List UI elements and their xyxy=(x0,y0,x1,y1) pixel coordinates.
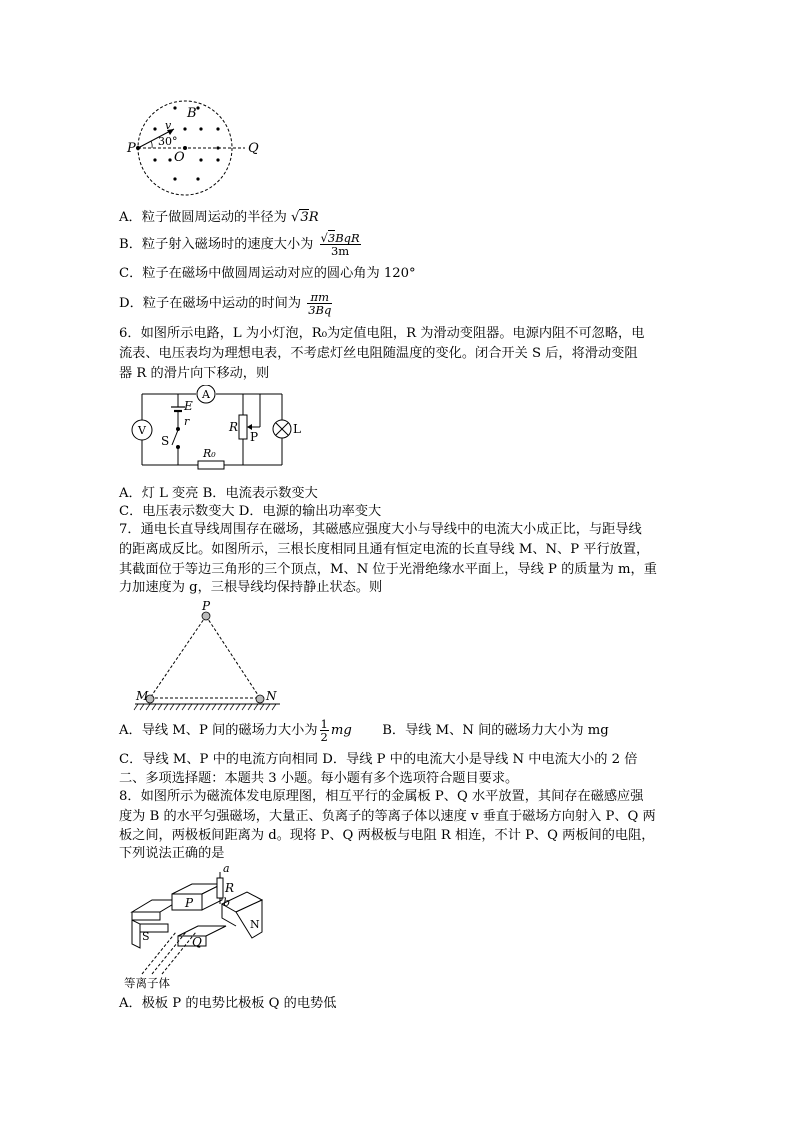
label-Q: Q xyxy=(248,141,259,156)
q7-options-cd: C．导线 M、P 中的电流方向相同 D．导线 P 中的电流大小是导线 N 中电流大小的 2 倍 xyxy=(119,752,638,767)
label-R: R xyxy=(225,881,235,895)
label-b: b xyxy=(223,896,231,909)
label-E: E xyxy=(184,399,193,413)
q5-option-c: C．粒子在磁场中做圆周运动对应的圆心角为 120° xyxy=(119,266,416,281)
label-S: S xyxy=(161,434,170,448)
q6-options-cd: C．电压表示数变大 D．电源的输出功率变大 xyxy=(119,504,382,519)
label-a: a xyxy=(223,862,230,875)
q5-option-b: B．粒子射入磁场时的速度大小为 $\frac{\text{√3BqR}}{3m}$ xyxy=(119,231,360,258)
label-v: v xyxy=(165,119,172,132)
label-plasma: 等离子体 xyxy=(124,976,170,990)
q8-stem-line1: 8．如图所示为磁流体发电原理图，相互平行的金属板 P、Q 水平放置，其间存在磁感应强 xyxy=(119,789,644,804)
figure-circuit xyxy=(128,385,308,475)
label-R0: R₀ xyxy=(203,447,216,460)
label-P: P xyxy=(127,141,136,156)
voltmeter-label: V xyxy=(138,424,146,437)
figure-triangle-wires xyxy=(130,600,290,712)
label-angle: 30° xyxy=(158,135,178,148)
label-N: N xyxy=(266,689,277,703)
q8-stem-line4: 下列说法正确的是 xyxy=(119,846,225,861)
figure-mhd-generator xyxy=(122,862,282,994)
q6-stem-line2: 流表、电压表均为理想电表，不考虑灯丝电阻随温度的变化。闭合开关 S 后，将滑动变阻 xyxy=(119,346,638,361)
fraction: $\frac{1}{2}$ xyxy=(320,717,328,744)
label-P: P xyxy=(185,896,194,910)
q6-stem-line3: 器 R 的滑片向下移动，则 xyxy=(119,366,270,381)
q8-stem-line3: 板之间，两极板间距离为 d。现将 P、Q 两极板与电阻 R 相连，不计 P、Q 两板间的电阻， xyxy=(119,828,655,843)
label-L: L xyxy=(293,422,301,436)
q7-options-ab: A．导线 M、P 间的磁场力大小为 $\frac{1}{2}$ mg B．导线 M、N 间的磁场力大小为 mg xyxy=(119,717,609,744)
label-P: P xyxy=(250,430,259,444)
q5-option-a: A．粒子做圆周运动的半径为 √3R xyxy=(119,210,319,225)
ammeter-label: A xyxy=(202,388,210,401)
section-heading-multiple-choice: 二、多项选择题：本题共 3 小题。每小题有多个选项符合题目要求。 xyxy=(119,771,519,786)
q5-option-d: D．粒子在磁场中运动的时间为 $\frac{\pi m}{3Bq}$ xyxy=(119,290,332,317)
fraction: $\frac{\text{√3BqR}}{3m}$ xyxy=(320,231,360,258)
q7-stem-line4: 力加速度为 g，三根导线均保持静止状态。则 xyxy=(119,580,383,595)
fraction: $\frac{\pi m}{3Bq}$ xyxy=(308,290,332,317)
q8-option-a: A．极板 P 的电势比极板 Q 的电势低 xyxy=(119,996,337,1011)
label-B: B xyxy=(187,106,197,121)
label-Q: Q xyxy=(192,935,202,949)
label-M: M xyxy=(136,689,149,703)
label-R: R xyxy=(229,420,239,434)
label-P: P xyxy=(202,600,211,613)
label-r: r xyxy=(184,415,190,428)
q6-stem-line1: 6．如图所示电路，L 为小灯泡，R₀为定值电阻，R 为滑动变阻器。电源内阻不可忽略，电 xyxy=(119,326,645,341)
q8-stem-line2: 度为 B 的水平匀强磁场，大量正、负离子的等离子体以速度 v 垂直于磁场方向射入 P、Q 两 xyxy=(119,809,656,824)
label-O: O xyxy=(174,150,185,165)
label-S: S xyxy=(142,930,150,943)
q7-stem-line2: 的距离成反比。如图所示，三根长度相同且通有恒定电流的长直导线 M、N、P 平行放置， xyxy=(119,542,650,557)
q7-stem-line1: 7．通电长直导线周围存在磁场，其磁感应强度大小与导线中的电流大小成正比，与距导线 xyxy=(119,522,642,537)
label-N: N xyxy=(250,918,260,931)
sqrt-expression: √3 xyxy=(290,210,309,225)
q7-stem-line3: 其截面位于等边三角形的三个顶点，M、N 位于光滑绝缘水平面上，导线 P 的质量为 m，重 xyxy=(119,562,657,577)
q6-options-ab: A．灯 L 变亮 B．电流表示数变大 xyxy=(119,486,318,501)
figure-magnetic-circle xyxy=(125,93,285,203)
